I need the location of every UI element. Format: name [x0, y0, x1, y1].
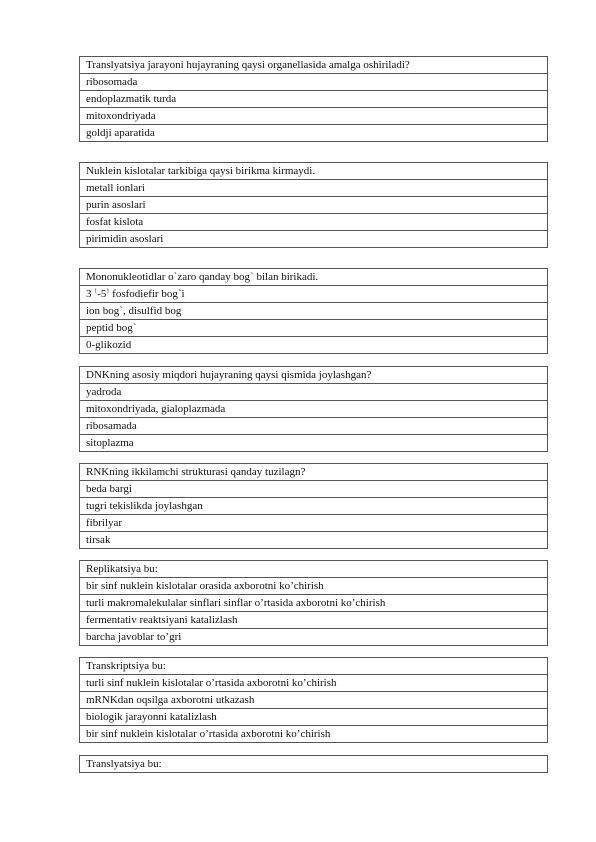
answer-option: mitoxondriyada, gialoplazmada — [80, 401, 548, 418]
question-row — [80, 464, 548, 481]
option-row — [80, 675, 548, 692]
question-row — [80, 756, 548, 773]
question-text: RNKning ikkilamchi strukturasi qanday tuzilagn? — [80, 464, 548, 481]
option-row — [80, 481, 548, 498]
option-row — [80, 401, 548, 418]
question-text: Translyatsiya bu: — [80, 756, 548, 773]
option-row — [80, 692, 548, 709]
question-row — [80, 57, 548, 74]
option-row — [80, 629, 548, 646]
bond-prefix-a: 3 — [86, 287, 92, 300]
answer-option: 0-glikozid — [80, 337, 548, 354]
answer-option: fibrilyar — [80, 515, 548, 532]
question-text: Mononukleotidlar o`zaro qanday bog` bilan birikadi. — [80, 269, 548, 286]
question-text: Replikatsiya bu: — [80, 561, 548, 578]
option-row — [80, 578, 548, 595]
prime-mark: 1 — [94, 287, 98, 294]
option-row — [80, 709, 548, 726]
option-row — [80, 515, 548, 532]
answer-option: mitoxondriyada — [80, 108, 548, 125]
answer-option: turli makromalekulalar sinflari sinflar o’rtasida axborotni ko’chirish — [80, 595, 548, 612]
answer-option — [80, 286, 548, 303]
answer-option: fosfat kislota — [80, 214, 548, 231]
answer-option: tugri tekislikda joylashgan — [80, 498, 548, 515]
question-block-8 — [79, 755, 548, 773]
option-row — [80, 91, 548, 108]
answer-option: barcha javoblar to’gri — [80, 629, 548, 646]
answer-option: metall ionlari — [80, 180, 548, 197]
option-row — [80, 726, 548, 743]
answer-option: fermentativ reaktsiyani katalizlash — [80, 612, 548, 629]
option-row — [80, 595, 548, 612]
answer-option: ribosomada — [80, 74, 548, 91]
question-text: Transkriptsiya bu: — [80, 658, 548, 675]
answer-option: yadroda — [80, 384, 548, 401]
question-block-7 — [79, 657, 548, 743]
option-row — [80, 303, 548, 320]
answer-option: biologik jarayonni katalizlash — [80, 709, 548, 726]
answer-option: goldji aparatida — [80, 125, 548, 142]
question-row — [80, 269, 548, 286]
question-row — [80, 163, 548, 180]
answer-option: pirimidin asoslari — [80, 231, 548, 248]
question-block-5 — [79, 463, 548, 549]
answer-option: bir sinf nuklein kislotalar orasida axborotni ko’chirish — [80, 578, 548, 595]
answer-option: turli sinf nuklein kislotalar o’rtasida axborotni ko’chirish — [80, 675, 548, 692]
option-row — [80, 74, 548, 91]
question-text: Translyatsiya jarayoni hujayraning qaysi organellasida amalga oshiriladi? — [80, 57, 548, 74]
option-row — [80, 435, 548, 452]
question-text: DNKning asosiy miqdori hujayraning qaysi qismida joylashgan? — [80, 367, 548, 384]
bond-prefix-b: -5 — [97, 287, 107, 300]
option-row — [80, 125, 548, 142]
option-row — [80, 337, 548, 354]
option-row — [80, 231, 548, 248]
answer-option: bir sinf nuklein kislotalar o’rtasida axborotni ko’chirish — [80, 726, 548, 743]
answer-option: sitoplazma — [80, 435, 548, 452]
question-block-2 — [79, 162, 548, 248]
answer-option: ribosamada — [80, 418, 548, 435]
option-row — [80, 214, 548, 231]
question-row — [80, 658, 548, 675]
answer-option: endoplazmatik turda — [80, 91, 548, 108]
answer-option: ion bog`, disulfid bog — [80, 303, 548, 320]
answer-option: peptid bog` — [80, 320, 548, 337]
option-row — [80, 418, 548, 435]
question-block-1 — [79, 56, 548, 142]
answer-option: tirsak — [80, 532, 548, 549]
answer-option: mRNKdan oqsilga axborotni utkazash — [80, 692, 548, 709]
option-row — [80, 498, 548, 515]
option-row — [80, 180, 548, 197]
question-block-6 — [79, 560, 548, 646]
option-row — [80, 320, 548, 337]
option-row — [80, 384, 548, 401]
option-row — [80, 612, 548, 629]
option-row — [80, 108, 548, 125]
question-row — [80, 367, 548, 384]
prime-mark: 1 — [106, 287, 110, 294]
option-row — [80, 197, 548, 214]
option-row — [80, 286, 548, 303]
answer-option-text: fosfodiefir bog`i — [112, 287, 185, 300]
question-block-4 — [79, 366, 548, 452]
answer-option: beda bargi — [80, 481, 548, 498]
question-block-3 — [79, 268, 548, 354]
question-row — [80, 561, 548, 578]
option-row — [80, 532, 548, 549]
answer-option: purin asoslari — [80, 197, 548, 214]
question-text: Nuklein kislotalar tarkibiga qaysi birikma kirmaydi. — [80, 163, 548, 180]
